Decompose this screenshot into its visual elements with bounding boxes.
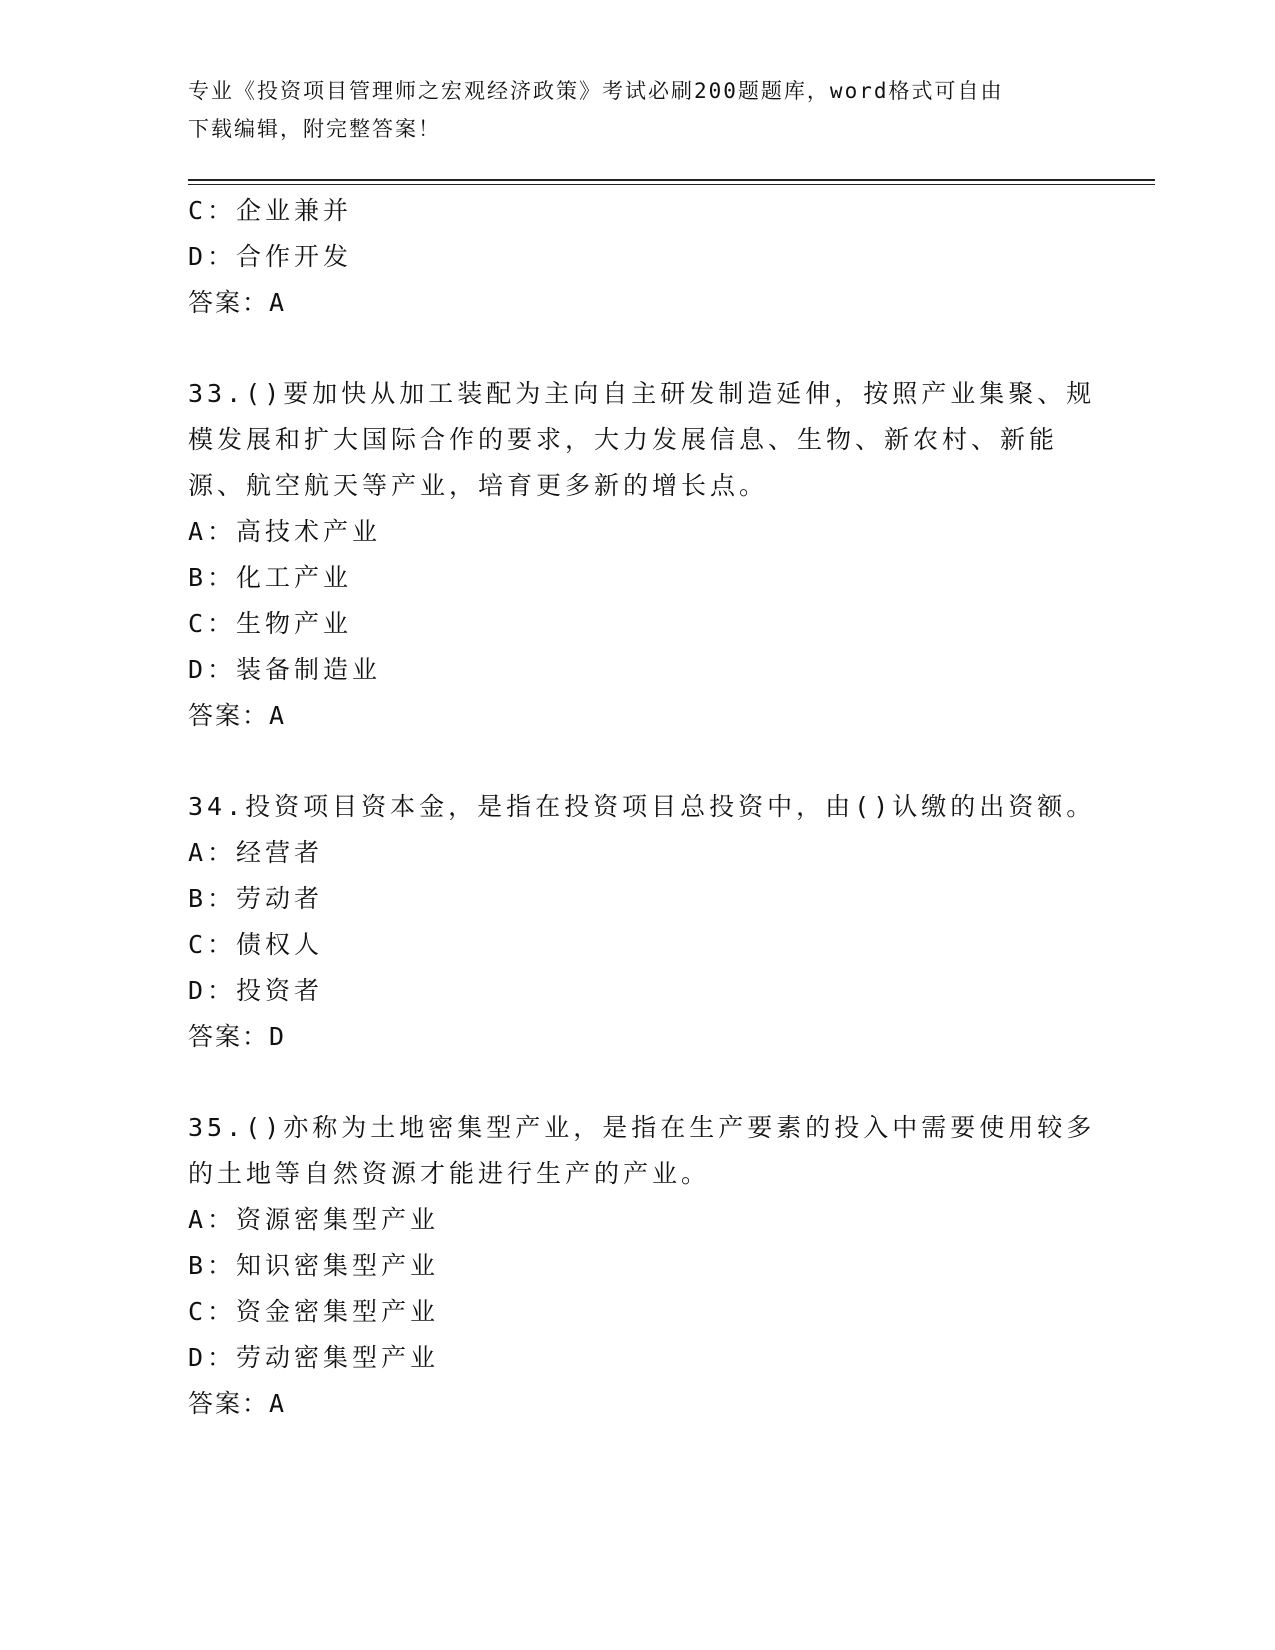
stem-line: 34.投资项目资本金，是指在投资项目总投资中，由()认缴的出资额。 xyxy=(188,792,1096,821)
option-a: A：高技术产业 xyxy=(188,517,382,546)
answer-line: 答案：A xyxy=(188,1389,287,1418)
document-header xyxy=(188,72,1088,148)
question-stem xyxy=(188,784,1096,830)
stem-line: 33.()要加快从加工装配为主向自主研发制造延伸，按照产业集聚、规 xyxy=(188,379,1096,408)
header-line-1: 专业《投资项目管理师之宏观经济政策》考试必刷200题题库，word格式可自由 xyxy=(188,79,1004,103)
stem-line: 源、航空航天等产业，培育更多新的增长点。 xyxy=(188,471,769,500)
option-d: D：劳动密集型产业 xyxy=(188,1343,440,1372)
question-stem xyxy=(188,371,1096,509)
previous-question-tail xyxy=(188,188,1088,326)
header-line-2: 下载编辑，附完整答案！ xyxy=(188,117,441,141)
option-d: D：合作开发 xyxy=(188,242,353,271)
stem-line: 模发展和扩大国际合作的要求，大力发展信息、生物、新农村、新能 xyxy=(188,425,1059,454)
answer-line: 答案：A xyxy=(188,288,287,317)
stem-line: 35.()亦称为土地密集型产业，是指在生产要素的投入中需要使用较多 xyxy=(188,1113,1096,1142)
question-35 xyxy=(188,1105,1096,1427)
option-c: C：企业兼并 xyxy=(188,196,353,225)
option-c: C：资金密集型产业 xyxy=(188,1297,440,1326)
option-a: A：经营者 xyxy=(188,838,324,867)
question-list xyxy=(188,188,1096,1427)
question-stem xyxy=(188,1105,1096,1197)
option-d: D：投资者 xyxy=(188,976,324,1005)
question-33 xyxy=(188,371,1096,739)
answer-line: 答案：D xyxy=(188,1022,287,1051)
option-c: C：债权人 xyxy=(188,930,324,959)
stem-line: 的土地等自然资源才能进行生产的产业。 xyxy=(188,1159,711,1188)
option-b: B：化工产业 xyxy=(188,563,353,592)
header-divider-thin xyxy=(188,184,1155,185)
option-c: C：生物产业 xyxy=(188,609,353,638)
header-divider-thick xyxy=(188,179,1155,181)
option-a: A：资源密集型产业 xyxy=(188,1205,440,1234)
option-d: D：装备制造业 xyxy=(188,655,382,684)
option-b: B：知识密集型产业 xyxy=(188,1251,440,1280)
answer-line: 答案：A xyxy=(188,701,287,730)
question-34 xyxy=(188,784,1096,1060)
option-b: B：劳动者 xyxy=(188,884,324,913)
